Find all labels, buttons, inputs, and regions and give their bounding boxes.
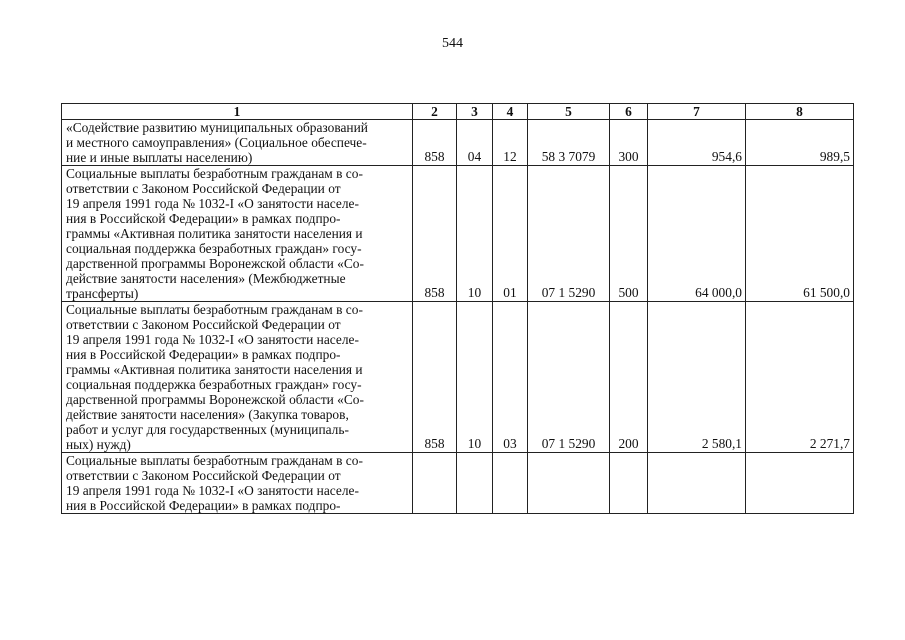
cell-ministry-code: 858 <box>413 302 457 453</box>
column-header: 8 <box>746 104 854 120</box>
cell-expense-type: 200 <box>610 302 648 453</box>
description-line: дарственной программы Воронежской области «Со- <box>66 392 364 407</box>
cell-amount-col7: 2 580,1 <box>648 302 746 453</box>
header-row <box>62 104 854 120</box>
cell-target-article <box>528 453 610 514</box>
description-line: ния в Российской Федерации» в рамках подпро- <box>66 211 341 226</box>
cell-subsection <box>493 453 528 514</box>
description-line: работ и услуг для государственных (муниципаль- <box>66 422 349 437</box>
cell-amount-col8 <box>746 453 854 514</box>
cell-target-article: 07 1 5290 <box>528 166 610 302</box>
row-description <box>62 453 413 514</box>
column-header: 3 <box>457 104 493 120</box>
description-line: ние и иные выплаты населению) <box>66 150 253 165</box>
description-line: Социальные выплаты безработным гражданам в со- <box>66 302 363 317</box>
cell-amount-col7 <box>648 453 746 514</box>
description-line: ответствии с Законом Российской Федерации от <box>66 468 341 483</box>
description-line: 19 апреля 1991 года № 1032-I «О занятости населе- <box>66 196 359 211</box>
cell-amount-col7: 954,6 <box>648 120 746 166</box>
table-row <box>62 302 854 453</box>
cell-amount-col8: 61 500,0 <box>746 166 854 302</box>
description-line: ных) нужд) <box>66 437 131 452</box>
cell-ministry-code <box>413 453 457 514</box>
row-description <box>62 120 413 166</box>
cell-amount-col7: 64 000,0 <box>648 166 746 302</box>
cell-target-article: 58 3 7079 <box>528 120 610 166</box>
cell-expense-type: 500 <box>610 166 648 302</box>
cell-subsection: 12 <box>493 120 528 166</box>
column-header: 5 <box>528 104 610 120</box>
description-line: «Содействие развитию муниципальных образований <box>66 120 368 135</box>
description-line: социальная поддержка безработных граждан» госу- <box>66 377 362 392</box>
description-line: дарственной программы Воронежской области «Со- <box>66 256 364 271</box>
description-line: действие занятости населения» (Закупка товаров, <box>66 407 349 422</box>
column-header: 6 <box>610 104 648 120</box>
description-line: ния в Российской Федерации» в рамках подпро- <box>66 347 341 362</box>
table-row <box>62 120 854 166</box>
page-number: 544 <box>442 36 463 51</box>
cell-target-article: 07 1 5290 <box>528 302 610 453</box>
description-line: ответствии с Законом Российской Федерации от <box>66 317 341 332</box>
column-header: 1 <box>62 104 413 120</box>
budget-table <box>61 103 854 514</box>
description-line: ния в Российской Федерации» в рамках подпро- <box>66 498 341 513</box>
description-line: граммы «Активная политика занятости населения и <box>66 226 363 241</box>
cell-ministry-code: 858 <box>413 166 457 302</box>
description-line: социальная поддержка безработных граждан» госу- <box>66 241 362 256</box>
table-row <box>62 453 854 514</box>
cell-section <box>457 453 493 514</box>
cell-section: 04 <box>457 120 493 166</box>
cell-expense-type <box>610 453 648 514</box>
description-line: действие занятости населения» (Межбюджетные <box>66 271 346 286</box>
description-line: граммы «Активная политика занятости населения и <box>66 362 363 377</box>
description-line: 19 апреля 1991 года № 1032-I «О занятости населе- <box>66 483 359 498</box>
column-header: 7 <box>648 104 746 120</box>
row-description <box>62 166 413 302</box>
description-line: и местного самоуправления» (Социальное обеспече- <box>66 135 367 150</box>
description-line: ответствии с Законом Российской Федерации от <box>66 181 341 196</box>
description-line: трансферты) <box>66 286 139 301</box>
cell-ministry-code: 858 <box>413 120 457 166</box>
description-line: 19 апреля 1991 года № 1032-I «О занятости населе- <box>66 332 359 347</box>
cell-subsection: 03 <box>493 302 528 453</box>
description-line: Социальные выплаты безработным гражданам в со- <box>66 453 363 468</box>
cell-section: 10 <box>457 302 493 453</box>
row-description <box>62 302 413 453</box>
cell-amount-col8: 2 271,7 <box>746 302 854 453</box>
cell-subsection: 01 <box>493 166 528 302</box>
cell-amount-col8: 989,5 <box>746 120 854 166</box>
cell-expense-type: 300 <box>610 120 648 166</box>
column-header: 2 <box>413 104 457 120</box>
column-header: 4 <box>493 104 528 120</box>
description-line: Социальные выплаты безработным гражданам в со- <box>66 166 363 181</box>
cell-section: 10 <box>457 166 493 302</box>
table-row <box>62 166 854 302</box>
